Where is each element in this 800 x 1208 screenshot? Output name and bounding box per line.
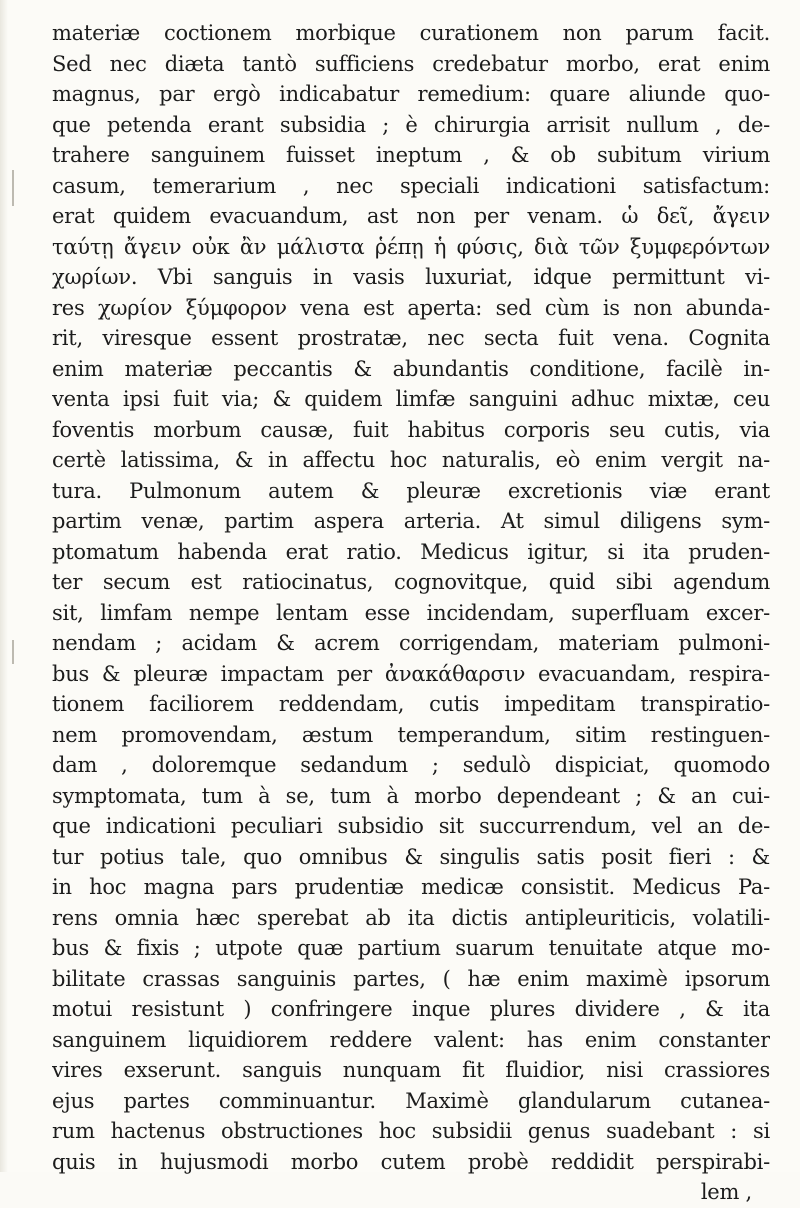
text-line: tur potius tale, quo omnibus & singulis satis posit fieri : & bbox=[52, 844, 770, 869]
text-line: materiæ coctionem morbique curationem non parum facit. bbox=[52, 21, 770, 45]
text-line: ejus partes comminuantur. Maximè glandularum cutanea- bbox=[52, 1088, 770, 1113]
text-line: rit, viresque essent prostratæ, nec secta fuit vena. Cognita bbox=[52, 326, 770, 350]
text-line: rum hactenus obstructiones hoc subsidii genus suadebant : si bbox=[52, 1119, 770, 1143]
text-line: bus & fixis ; utpote quæ partium suarum tenuitate atque mo- bbox=[52, 936, 770, 960]
text-line: ter secum est ratiocinatus, cognovitque, quid sibi agendum bbox=[52, 570, 770, 594]
text-line: sit, limfam nempe lentam esse incidendam, superfluam excer- bbox=[52, 600, 770, 625]
text-line: sanguinem liquidiorem reddere valent: has enim constanter bbox=[52, 1027, 770, 1052]
text-line: bus & pleuræ impactam per ἀνακάθαρσιν evacuandam, respira- bbox=[52, 661, 770, 686]
text-line: quis in hujusmodi morbo cutem probè reddidit perspirabi- bbox=[52, 1149, 770, 1174]
text-line: bilitate crassas sanguinis partes, ( hæ enim maximè ipsorum bbox=[52, 966, 770, 991]
text-line: trahere sanguinem fuisset ineptum , & ob subitum virium bbox=[52, 143, 770, 167]
text-line: nendam ; acidam & acrem corrigendam, materiam pulmoni- bbox=[52, 631, 770, 655]
binding-mark bbox=[12, 170, 14, 206]
text-line: partim venæ, partim aspera arteria. At simul diligens sym- bbox=[52, 509, 770, 533]
text-line: symptomata, tum à se, tum à morbo dependeant ; & an cui- bbox=[52, 783, 770, 808]
text-line: tionem faciliorem reddendam, cutis impeditam transpiratio- bbox=[52, 692, 770, 716]
page-gutter-shadow bbox=[0, 0, 8, 1172]
text-line: χωρίων. Vbi sanguis in vasis luxuriat, idque permittunt vi- bbox=[52, 265, 770, 289]
text-line: que petenda erant subsidia ; è chirurgia arrisit nullum , de- bbox=[52, 112, 770, 137]
text-line: in hoc magna pars prudentiæ medicæ consistit. Medicus Pa- bbox=[52, 875, 770, 899]
binding-mark bbox=[12, 640, 14, 664]
text-line: ταύτῃ ἄγειν οὐκ ἂν μάλιστα ῥέπῃ ἡ φύσις, διὰ τῶν ξυμφερόντων bbox=[52, 234, 770, 259]
text-line: lem , bbox=[700, 1180, 752, 1204]
text-line: venta ipsi fuit via; & quidem limfæ sanguini adhuc mixtæ, ceu bbox=[52, 387, 770, 411]
text-line: dam , doloremque sedandum ; sedulò dispiciat, quomodo bbox=[52, 753, 770, 777]
text-line: Sed nec diæta tantò sufficiens credebatur morbo, erat enim bbox=[52, 51, 770, 76]
text-line: enim materiæ peccantis & abundantis conditione, facilè in- bbox=[52, 356, 770, 381]
text-line: erat quidem evacuandum, ast non per venam. ὡ δεῖ, ἄγειν bbox=[52, 204, 770, 228]
text-line: rens omnia hæc sperebat ab ita dictis antipleuriticis, volatili- bbox=[52, 905, 770, 930]
text-line: tura. Pulmonum autem & pleuræ excretionis viæ erant bbox=[52, 478, 770, 503]
text-line: motui resistunt ) confringere inque plures dividere , & ita bbox=[52, 997, 770, 1021]
text-line: foventis morbum causæ, fuit habitus corporis seu cutis, via bbox=[52, 417, 770, 442]
text-line: res χωρίον ξύμφορον vena est aperta: sed cùm is non abunda- bbox=[52, 295, 770, 320]
text-line: ptomatum habenda erat ratio. Medicus igitur, si ita pruden- bbox=[52, 539, 770, 564]
text-line: certè latissima, & in affectu hoc naturalis, eò enim vergit na- bbox=[52, 448, 770, 472]
text-line: vires exserunt. sanguis nunquam fit fluidior, nisi crassiores bbox=[52, 1058, 770, 1082]
text-line: magnus, par ergò indicabatur remedium: quare aliunde quo- bbox=[52, 82, 770, 106]
body-text bbox=[52, 18, 770, 1204]
text-line: casum, temerarium , nec speciali indicationi satisfactum: bbox=[52, 173, 770, 198]
text-line: nem promovendam, æstum temperandum, sitim restinguen- bbox=[52, 722, 770, 747]
text-line: que indicationi peculiari subsidio sit succurrendum, vel an de- bbox=[52, 814, 770, 838]
